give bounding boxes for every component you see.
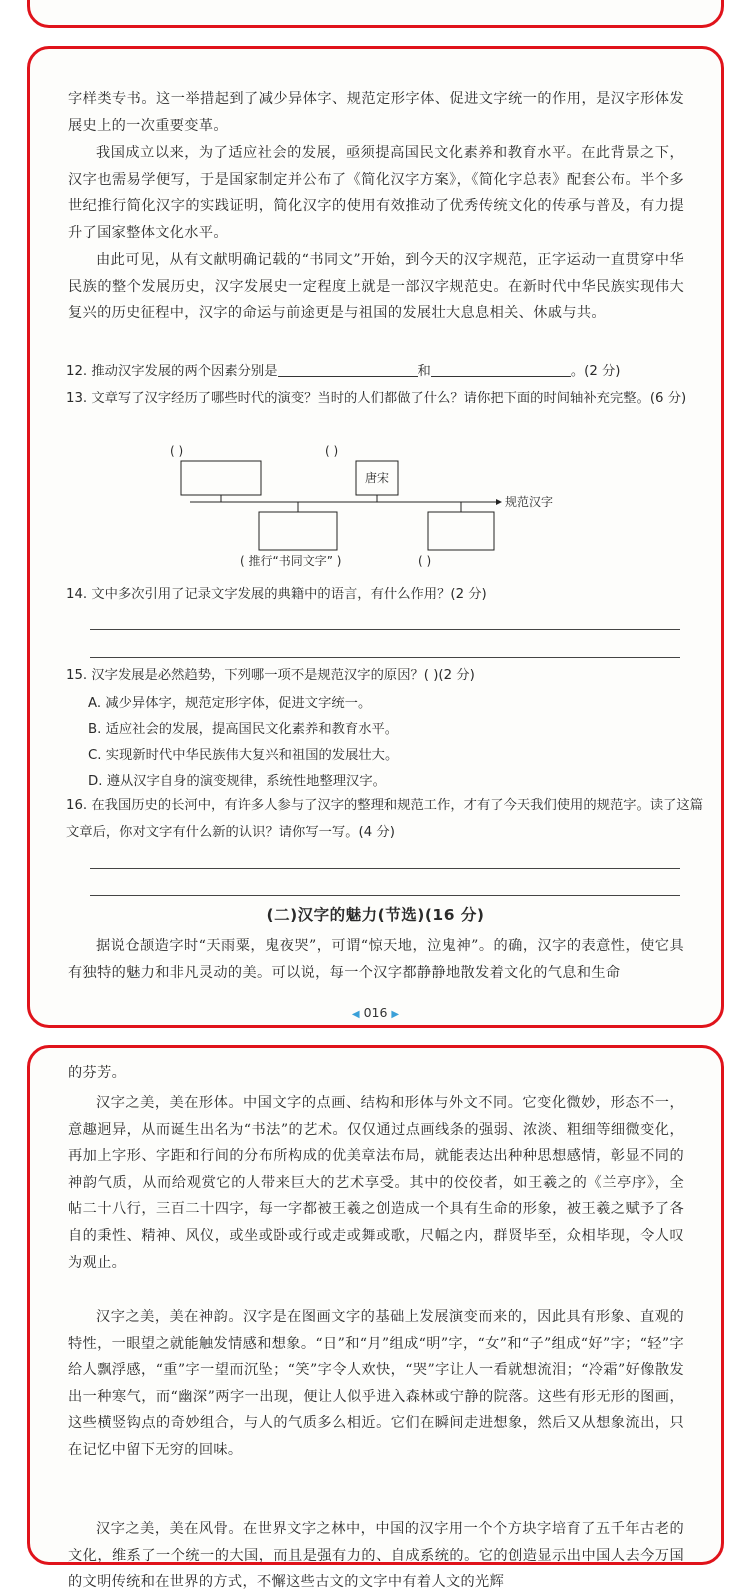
- question-13: 13. 文章写了汉字经历了哪些时代的演变？当时的人们都做了什么？请你把下面的时间轴补充完整。(6 分): [66, 391, 687, 406]
- answer-blank-1[interactable]: [278, 375, 418, 377]
- prev-page-arrow-icon[interactable]: ◀: [351, 1009, 360, 1020]
- timeline-paren-1: ( ): [170, 444, 184, 458]
- timeline-box-3[interactable]: [428, 512, 494, 550]
- answer-line-14b[interactable]: [90, 657, 680, 658]
- timeline-paren-2: ( ): [325, 444, 339, 458]
- answer-line-16b[interactable]: [90, 895, 680, 896]
- answer-line-14a[interactable]: [90, 629, 680, 630]
- page-number: [30, 1005, 721, 1020]
- answer-blank-2[interactable]: [431, 375, 571, 377]
- passage-paragraph-3: 由此可见，从有文献明确记载的“书同文”开始，到今天的汉字规范，正字运动一直贯穿中华民族的整个发展历史，汉字发展史一定程度上就是一部汉字规范史。在新时代中华民族实现伟大复兴的历史征程中，汉字的命运与前途更是与祖国的发展壮大息息相关、休戚与共。: [68, 252, 684, 322]
- timeline-paren-3: ( ): [418, 554, 432, 568]
- section-title: (二)汉字的魅力(节选)(16 分): [266, 906, 485, 924]
- answer-line-16a[interactable]: [90, 868, 680, 869]
- passage-2-paragraph-4: 汉字之美，美在风骨。在世界文字之林中，中国的汉字用一个个方块字培育了五千年古老的文化，维系了一个统一的大国，而且是强有力的、自成系统的。它的创造显示出中国人去今万国的文明传统和在世界的方式，不懈这些古文的文字中有着人文的光辉: [68, 1521, 684, 1591]
- question-14: 14. 文中多次引用了记录文字发展的典籍中的语言，有什么作用？(2 分): [66, 587, 487, 602]
- next-page-card: [27, 1045, 724, 1591]
- passage-2-continued: 的芬芳。: [68, 1065, 127, 1081]
- page-card-016: [27, 46, 724, 1028]
- timeline-box-2[interactable]: [259, 512, 337, 550]
- option-b[interactable]: B. 适应社会的发展，提高国民文化素养和教育水平。: [88, 722, 399, 737]
- option-d[interactable]: D. 遵从汉字自身的演变规律，系统性地整理汉字。: [88, 774, 386, 789]
- page-number-text: 016: [363, 1005, 388, 1020]
- passage-2-paragraph-3: 汉字之美，美在神韵。汉字是在图画文字的基础上发展演变而来的，因此具有形象、直观的特性，一眼望之就能触发情感和想象。“日”和“月”组成“明”字，“女”和“子”组成“好”字；“轻”字给人飘浮感，“重”字一望而沉坠；“笑”字令人欢快，“哭”字让人一看就想流泪；“冷霜”好像散发出一种寒气，而“幽深”两字一出现，便让人似乎进入森林或宁静的院落。这些有形无形的图画，这些横竖钩点的奇妙组合，与人的气质多么相近。它们在瞬间走进想象，然后又从想象流出，只在记忆中留下无穷的回味。: [68, 1309, 684, 1458]
- question-12: [66, 358, 686, 385]
- question-16: 16. 在我国历史的长河中，有许多人参与了汉字的整理和规范工作，才有了今天我们使用的规范字。读了这篇文章后，你对文字有什么新的认识？请你写一写。(4 分): [66, 798, 704, 840]
- passage-2-paragraph-2: 汉字之美，美在形体。中国文字的点画、结构和形体与外文不同。它变化微妙，形态不一，意趣迥异，从而诞生出名为“书法”的艺术。仅仅通过点画线条的强弱、浓淡、粗细等细微变化，再加上字形、字距和行间的分布所构成的优美章法布局，就能表达出种种思想感情，彰显不同的神韵气质，从而给观赏它的人带来巨大的艺术享受。其中的佼佼者，如王羲之的《兰亭序》，全帖二十八行，三百二十四字，每一字都被王羲之创造成一个具有生命的形象，被王羲之赋予了各自的秉性、精神、风仪，或坐或卧或行或走或舞或歌，尺幅之内，群贤毕至，众相毕现，令人叹为观止。: [68, 1095, 684, 1271]
- option-a[interactable]: A. 减少异体字，规范定形字体，促进文字统一。: [88, 696, 372, 711]
- next-page-arrow-icon[interactable]: ▶: [391, 1009, 400, 1020]
- question-12-suffix: 。(2 分): [570, 364, 621, 379]
- question-12-middle: 和: [417, 364, 431, 379]
- previous-page-card: [27, 0, 724, 28]
- passage-paragraph-1: 字样类专书。这一举措起到了减少异体字、规范定形字体、促进文字统一的作用，是汉字形体发展史上的一次重要变革。: [68, 91, 684, 134]
- question-15: 15. 汉字发展是必然趋势，下列哪一项不是规范汉字的原因？( )(2 分): [66, 668, 475, 683]
- passage-paragraph-2: 我国成立以来，为了适应社会的发展，亟须提高国民文化素养和教育水平。在此背景之下，汉字也需易学便写，于是国家制定并公布了《简化汉字方案》，《简化字总表》配套公布。半个多世纪推行简化汉字的实践证明，简化汉字的使用有效推动了优秀传统文化的传承与普及，有力提升了国家整体文化水平。: [68, 145, 684, 241]
- timeline-box-tang-song-label: 唐宋: [365, 471, 390, 485]
- question-12-prefix: 12. 推动汉字发展的两个因素分别是: [66, 364, 278, 379]
- timeline-arrow-label: 规范汉字: [505, 495, 554, 509]
- option-c[interactable]: C. 实现新时代中华民族伟大复兴和祖国的发展壮大。: [88, 748, 399, 763]
- timeline-box-1[interactable]: [181, 461, 261, 495]
- passage-2-paragraph-1: 据说仓颉造字时“天雨粟，鬼夜哭”，可谓“惊天地，泣鬼神”。的确，汉字的表意性，使它具有独特的魅力和非凡灵动的美。可以说，每一个汉字都静静地散发着文化的气息和生命: [68, 938, 684, 981]
- timeline-label-shutongwen: ( 推行“书同文字” ): [240, 554, 342, 568]
